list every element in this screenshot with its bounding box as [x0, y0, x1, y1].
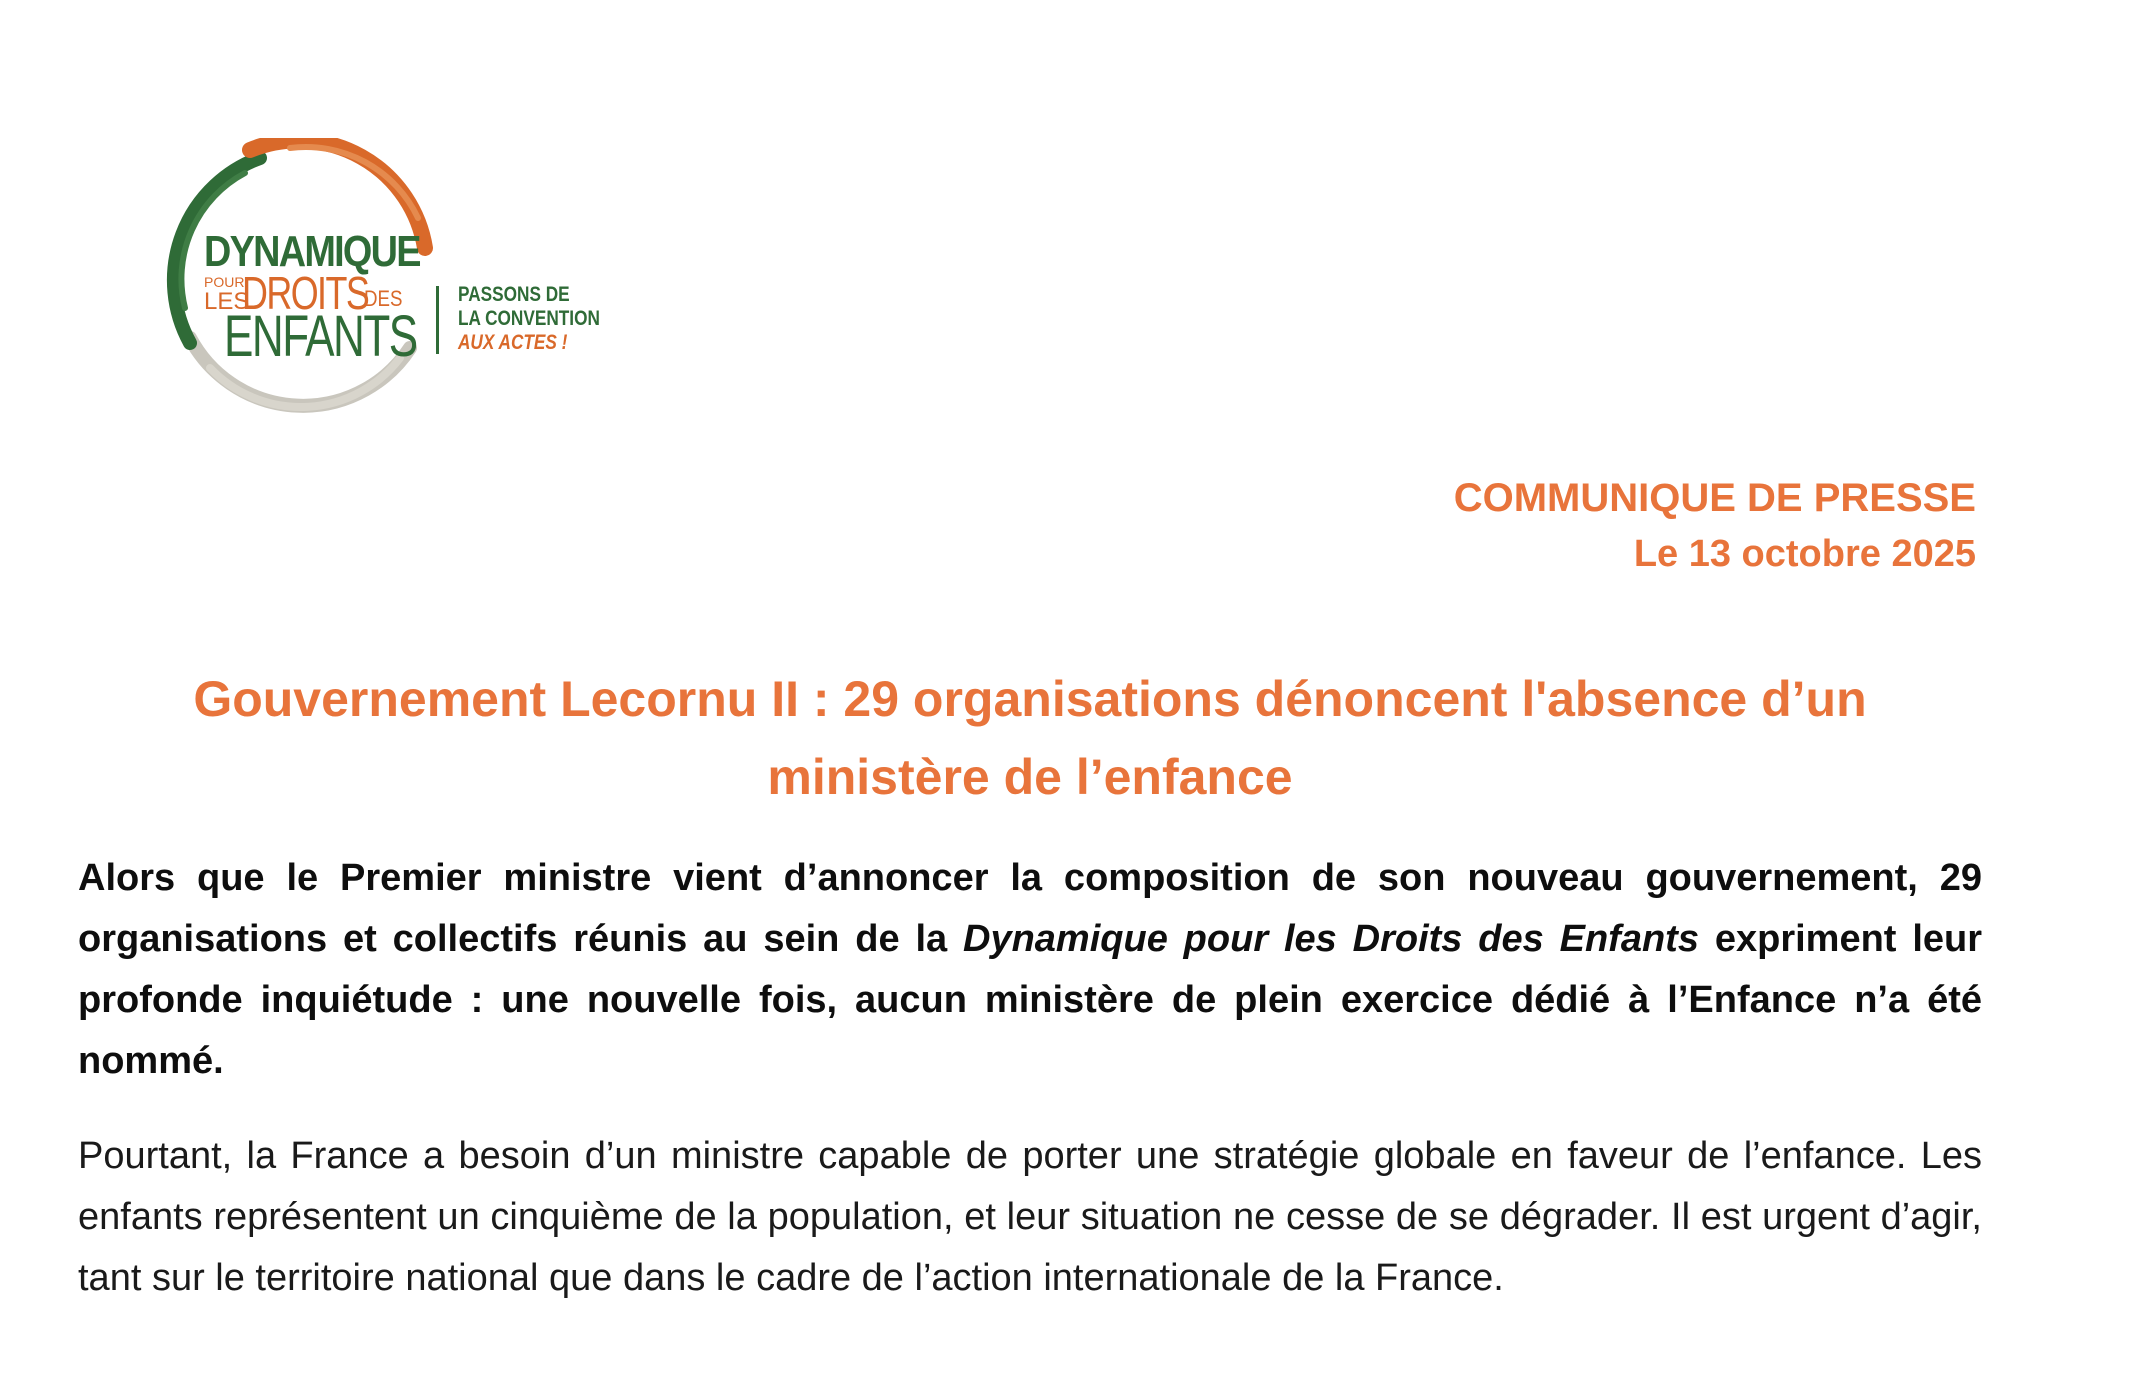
press-release-header	[1454, 470, 1976, 582]
press-release-label: COMMUNIQUE DE PRESSE	[1453, 476, 1976, 520]
lead-text-part1: Alors que le Premier ministre vient d’annoncer la composition de son nouveau gouvernement, 29 organisations et collectifs réunis au sein de la	[78, 857, 1982, 960]
press-release-date: Le 13 octobre 2025	[1633, 533, 1976, 575]
logo-tagline-line3: AUX ACTES !	[458, 331, 568, 354]
logo-word-pour: POUR	[204, 274, 245, 290]
logo-word-enfants: ENFANTS	[224, 304, 417, 369]
lead-text-part2: expriment leur profonde inquiétude : une nouvelle fois, aucun ministère de plein exercice dédié à l’Enfance n’a été nommé.	[78, 918, 1983, 1082]
logo-tagline-line2: LA CONVENTION	[458, 307, 600, 330]
logo-word-les: LES	[204, 288, 250, 315]
body-paragraph: Pourtant, la France a besoin d’un ministre capable de porter une stratégie globale en faveur de l’enfance. Les enfants représentent un cinquième de la population, et leur situation ne cesse de se dégrader. Il est urgent d’agir, tant sur le territoire national que dans le cadre de l’action internationale de la France.	[78, 1135, 1982, 1299]
logo-divider	[436, 286, 439, 354]
logo-word-dynamique: DYNAMIQUE	[204, 227, 420, 276]
lead-paragraph	[78, 848, 1982, 1092]
title-line-2: ministère de l’enfance	[767, 749, 1293, 805]
logo-word-droits: DROITS	[242, 267, 369, 319]
logo-tagline-line1: PASSONS DE	[458, 283, 570, 306]
logo-word-des: DES	[364, 286, 403, 311]
organization-logo	[150, 138, 610, 418]
title-line-1: Gouvernement Lecornu II : 29 organisations dénoncent l'absence d’un	[193, 671, 1867, 727]
page-title	[80, 660, 1980, 816]
lead-emphasis: Dynamique pour les Droits des Enfants	[963, 918, 1699, 960]
